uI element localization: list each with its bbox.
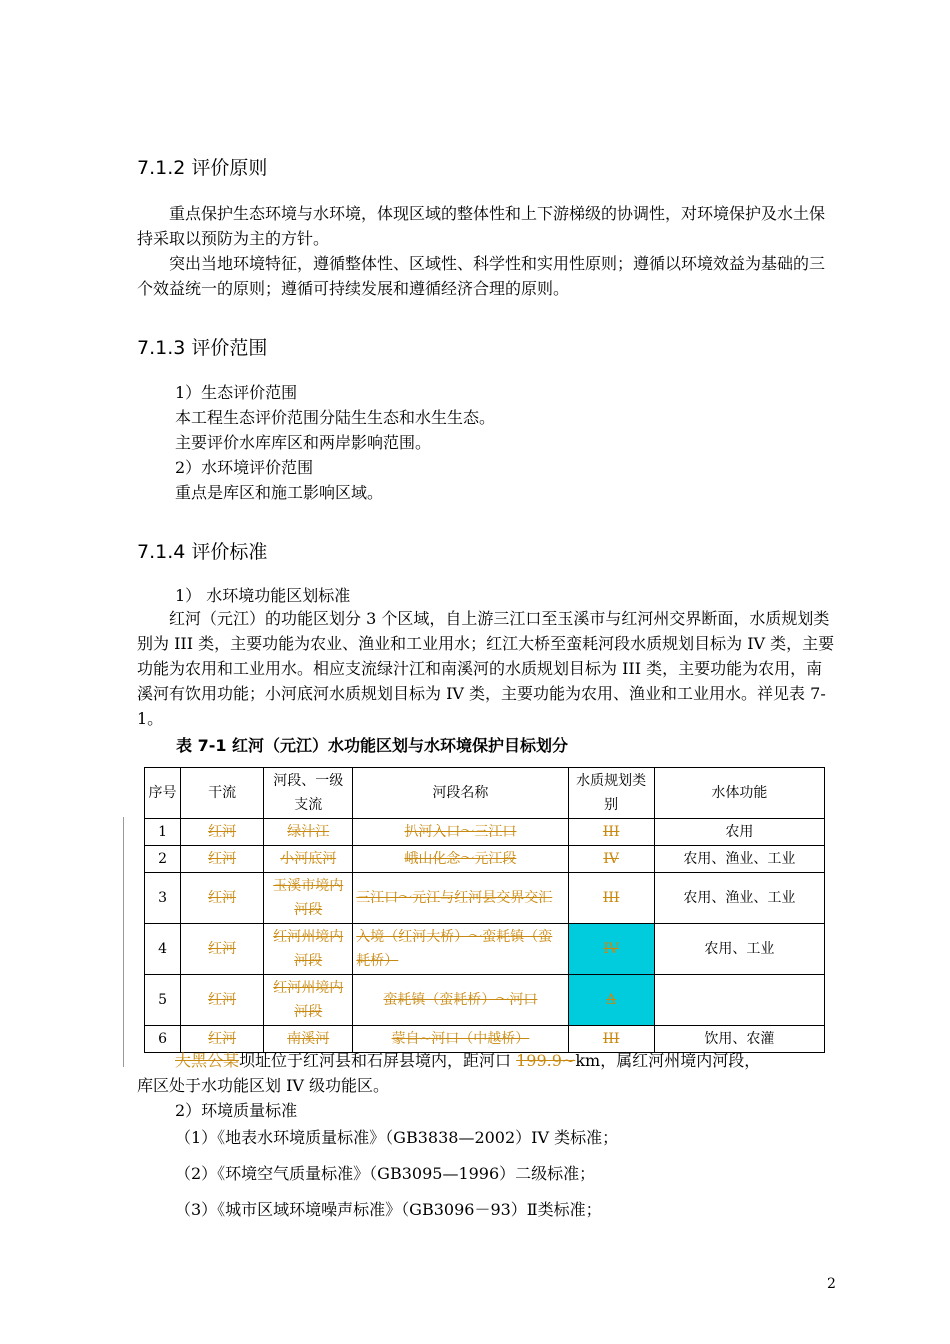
cell-class: Δ [568,975,654,1026]
scope-item-1: 1）生态评价范围 [175,383,298,402]
cell-no: 4 [145,924,181,975]
table-header-row [145,768,825,819]
cell-main: 红河 [181,924,264,975]
cell-function: 农用 [654,819,824,846]
deleted-distance: 199.9~ [516,1051,576,1070]
scope-item-5: 重点是库区和施工影响区域。 [175,483,384,502]
deleted-text: 大黑公某 [175,1051,240,1070]
scope-item-2: 本工程生态评价范围分陆生生态和水生生态。 [175,408,496,427]
table-caption: 表 7-1 红河（元江）水功能区划与水环境保护目标划分 [176,736,569,755]
cell-class: III [568,1026,654,1053]
revision-bar [123,817,124,1067]
cell-function: 饮用、农灌 [654,1026,824,1053]
cell-class: IV [568,924,654,975]
principle-paragraph-2: 突出当地环境特征，遵循整体性、区域性、科学性和实用性原则；遵循以环境效益为基础的三个效益统一的原则；遵循可持续发展和遵循经济合理的原则。 [137,254,826,298]
table-row [145,924,825,975]
table-row [145,819,825,846]
standards-paragraph: 红河（元江）的功能区划分 3 个区域，自上游三江口至玉溪市与红河州交界断面，水质规划类别为 III 类，主要功能为农业、渔业和工业用水；红江大桥至蛮耗河段水质规划目标为 IV 类，主要功能为农用和工业用水。相应支流绿汁江和南溪河的水质规划目标为 III 类，主要功能为农用，南溪河有饮用功能；小河底河水质规划目标为 IV 类，主要功能为农用、渔业和工业用水。祥见表 7-1。 [137,609,835,728]
section-heading-7-1-2: 7.1.2 评价原则 [137,157,268,179]
header-name: 河段名称 [353,768,568,819]
header-function: 水体功能 [654,768,824,819]
cell-main: 红河 [181,1026,264,1053]
cell-main: 红河 [181,819,264,846]
table-row [145,975,825,1026]
cell-name: 入境（红河大桥）～蛮耗镇（蛮耗桥） [353,924,568,975]
cell-no: 6 [145,1026,181,1053]
page-number: 2 [827,1276,836,1292]
cell-branch: 小河底河 [264,846,353,873]
cell-branch: 红河州境内河段 [264,975,353,1026]
quality-item-1: （1）《地表水环境质量标准》（GB3838—2002）IV 类标准； [175,1128,619,1147]
principle-paragraph-1: 重点保护生态环境与水环境，体现区域的整体性和上下游梯级的协调性，对环境保护及水土保持采取以预防为主的方针。 [137,204,826,248]
scope-item-4: 2）水环境评价范围 [175,458,314,477]
cell-function: 农用、工业 [654,924,824,975]
cell-name: 三江口～元江与红河县交界交汇 [353,873,568,924]
cell-no: 5 [145,975,181,1026]
cell-main: 红河 [181,975,264,1026]
cell-name: 蒙自~河口（中越桥） [353,1026,568,1053]
dam-location-text-2: km，属红河州境内河段， [575,1051,761,1070]
cell-branch: 玉溪市境内河段 [264,873,353,924]
cell-class: IV [568,846,654,873]
cell-branch: 绿汁江 [264,819,353,846]
cell-name: 蛮耗镇（蛮耗桥）～河口 [353,975,568,1026]
cell-no: 1 [145,819,181,846]
table-row [145,846,825,873]
cell-function: 农用、渔业、工业 [654,846,824,873]
quality-item-2: （2）《环境空气质量标准》（GB3095—1996）二级标准； [175,1164,596,1183]
header-class: 水质规划类别 [568,768,654,819]
cell-branch: 红河州境内河段 [264,924,353,975]
cell-function: 农用、渔业、工业 [654,873,824,924]
cell-main: 红河 [181,846,264,873]
cell-no: 3 [145,873,181,924]
water-function-table [144,767,825,1053]
cell-main: 红河 [181,873,264,924]
standards-subheading: 1） 水环境功能区划标准 [175,586,351,605]
dam-location-line [175,1048,760,1071]
cell-class: III [568,873,654,924]
cell-name: 峨山化念～元江段 [353,846,568,873]
header-main: 干流 [181,768,264,819]
reservoir-zone-line: 库区处于水功能区划 IV 级功能区。 [137,1076,390,1095]
cell-function [654,975,824,1026]
header-branch: 河段、一级支流 [264,768,353,819]
section-heading-7-1-3: 7.1.3 评价范围 [137,337,268,359]
quality-heading: 2）环境质量标准 [175,1101,298,1120]
quality-item-3: （3）《城市区域环境噪声标准》（GB3096－93）Ⅱ类标准； [175,1200,602,1219]
scope-item-3: 主要评价水库库区和两岸影响范围。 [175,433,432,452]
cell-class: III [568,819,654,846]
dam-location-text: 坝址位于红河县和石屏县境内，距河口 [239,1051,517,1070]
header-no: 序号 [145,768,181,819]
table-row [145,873,825,924]
section-heading-7-1-4: 7.1.4 评价标准 [137,541,268,563]
cell-branch: 南溪河 [264,1026,353,1053]
cell-name: 扒河入口～三江口 [353,819,568,846]
cell-no: 2 [145,846,181,873]
